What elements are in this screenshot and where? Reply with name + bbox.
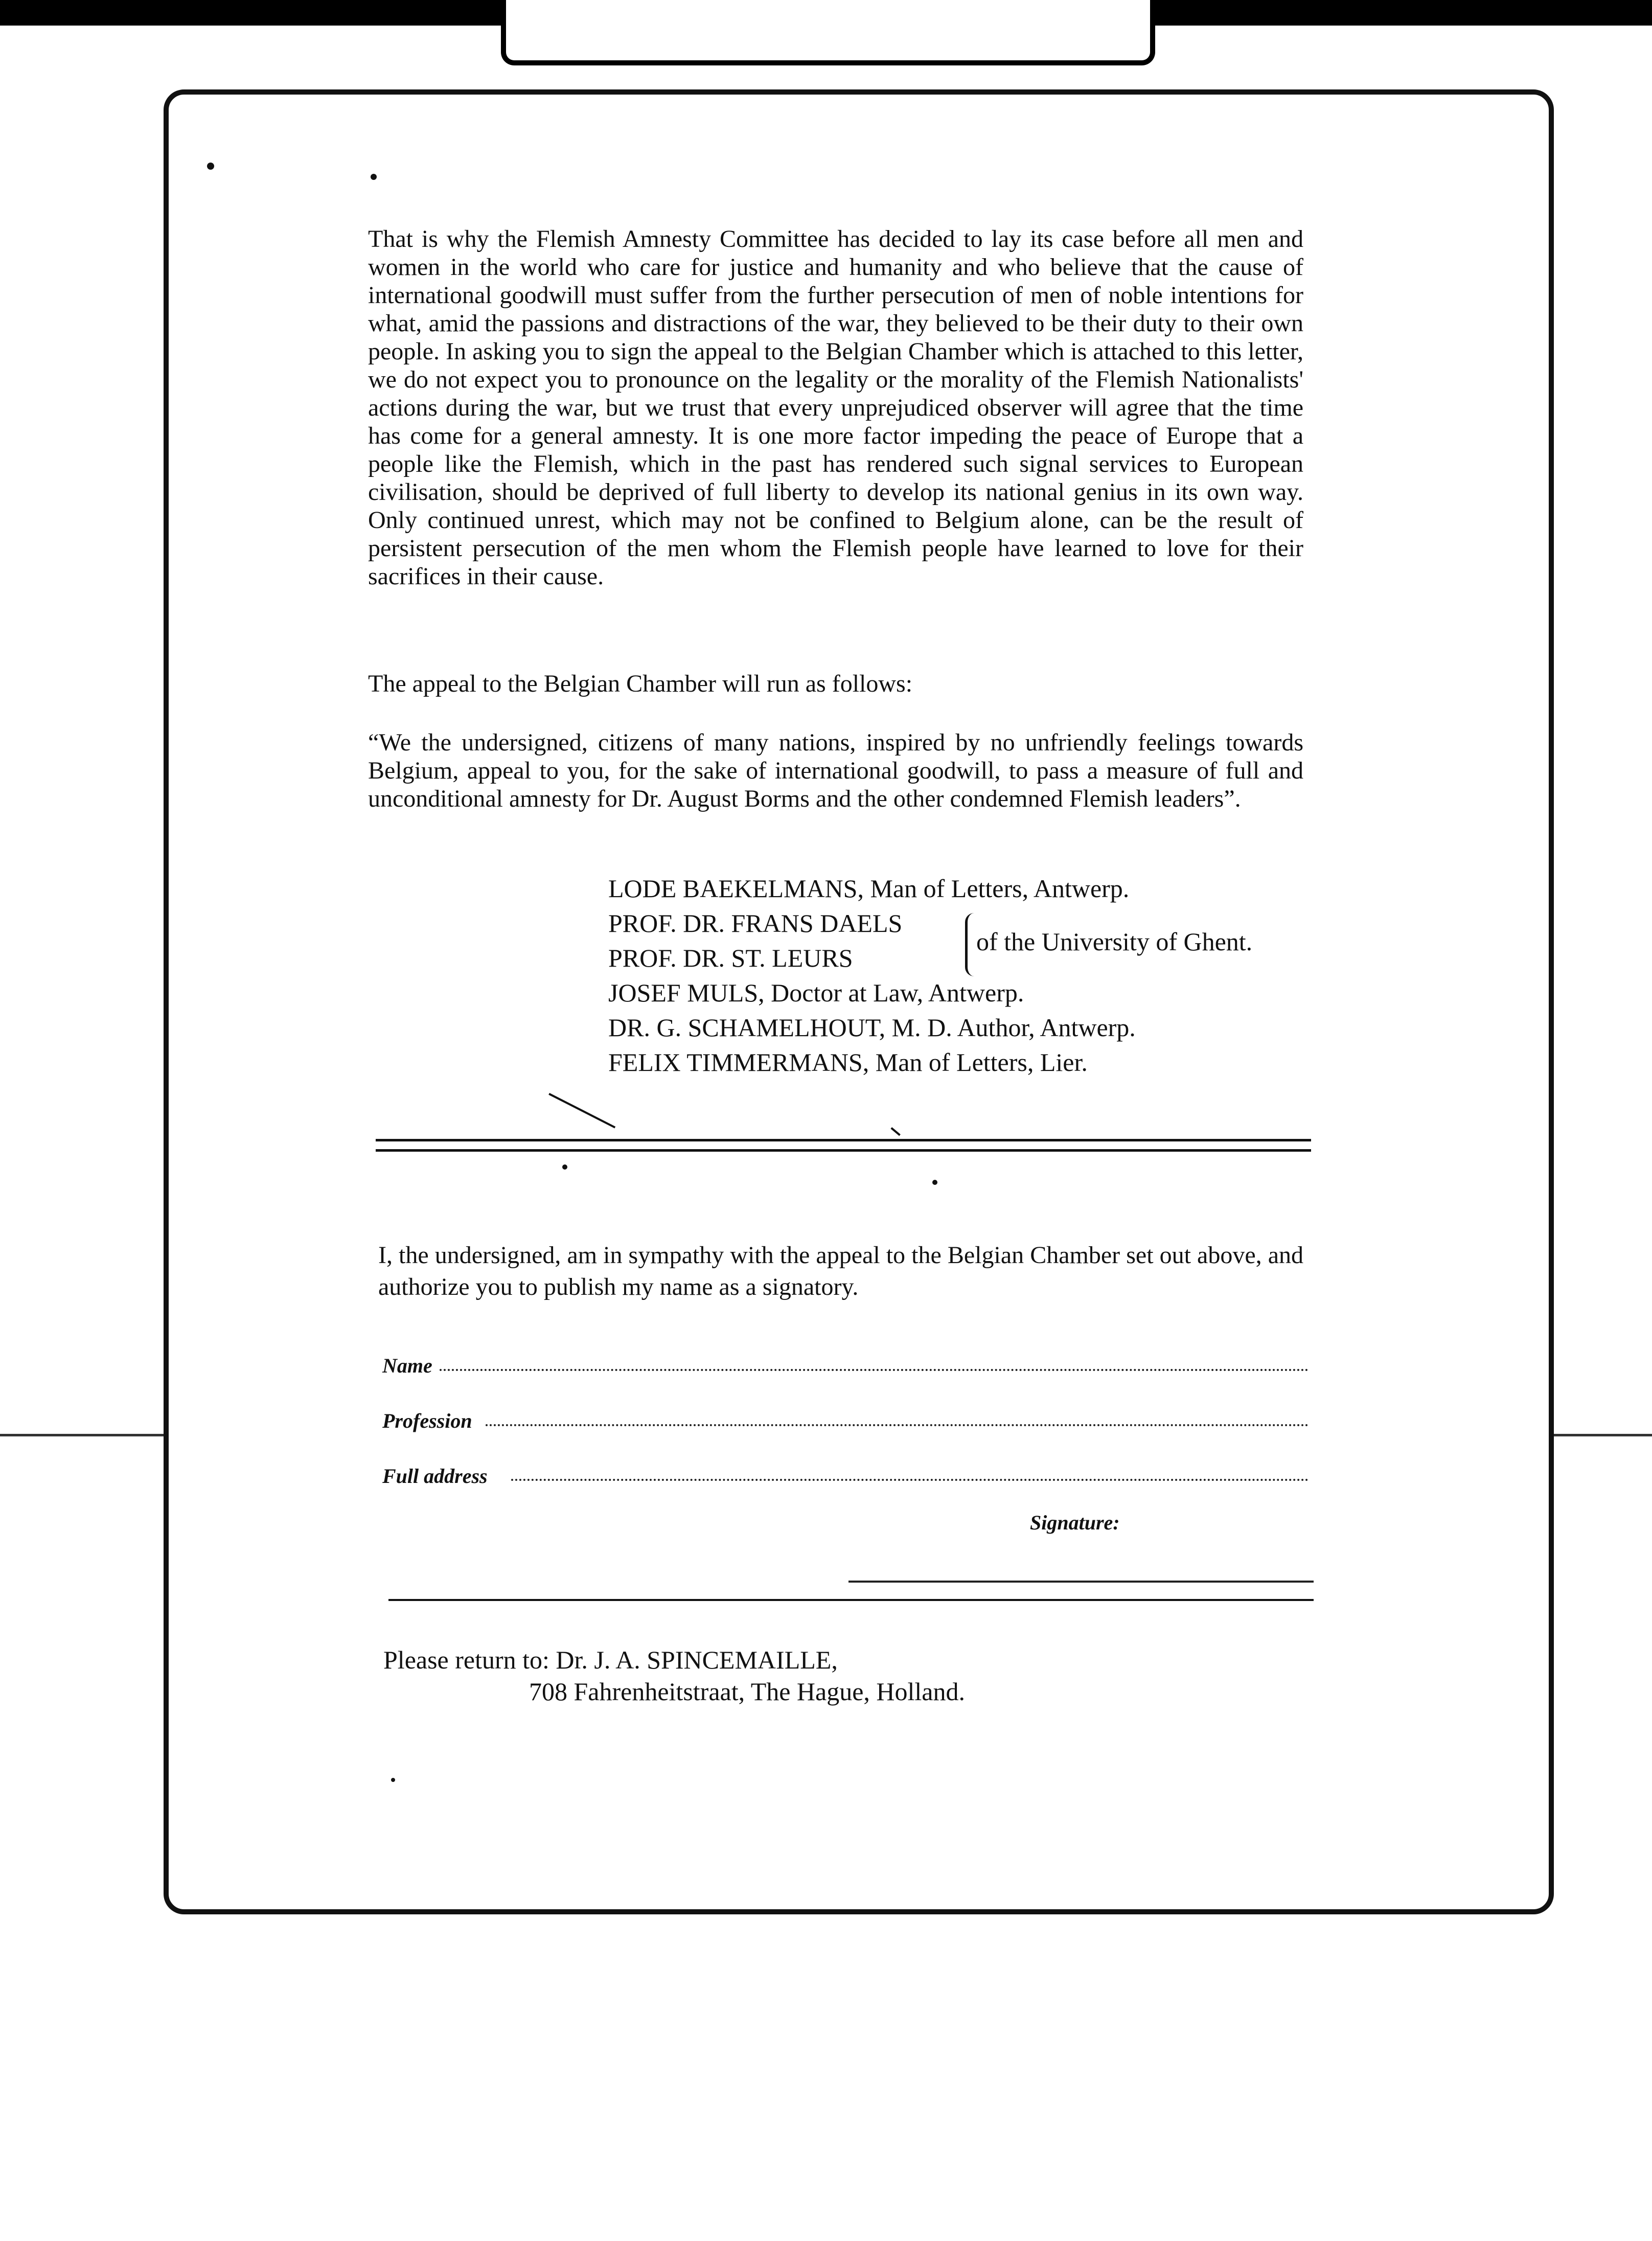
separator-line [376, 1149, 1311, 1152]
profession-label: Profession [382, 1409, 472, 1432]
scan-speck [207, 163, 214, 170]
declaration: I, the undersigned, am in sympathy with the appeal to the Belgian Chamber set out above, and authorize you to publish my name as a signatory. [378, 1242, 1303, 1300]
brace [965, 913, 975, 976]
folder-tab [501, 0, 1155, 65]
address-label: Full address [382, 1465, 488, 1488]
fold-mark-left [0, 1434, 164, 1436]
profession-field[interactable] [486, 1424, 1309, 1426]
scan-speck [562, 1164, 567, 1170]
separator-line [376, 1139, 1311, 1141]
address-field[interactable] [511, 1479, 1309, 1481]
signatory: FELIX TIMMERMANS, Man of Letters, Lier. [608, 1048, 1088, 1077]
letter-body: That is why the Flemish Amnesty Committee has decided to lay its case before all men and women in the world who care for justice and humanity and who believe that the cause of international goodwill must suffer from the further persecution of men of noble intentions for what, amid the passions and distractions of the war, they believed to be their duty to their own people. In asking you to sign the appeal to the Belgian Chamber which is attached to this letter, we do not expect you to pronounce on the legality or the morality of the Flemish Nationalists' actions during the war, but we trust that every unprejudiced observer will agree that the time has come for a general amnesty. It is one more factor impeding the peace of Europe that a people like the Flemish, which in the past has rendered such signal services to European civilisation, should be deprived of full liberty to develop its national genius in its own way. Only continued unrest, which may not be confined to Belgium alone, can be the result of persistent persecution of the men whom the Flemish people have learned to love for their sacrifices in their cause. [368, 225, 1303, 590]
name-label: Name [382, 1354, 432, 1377]
return-address-line2: 708 Fahrenheitstraat, The Hague, Holland. [529, 1677, 966, 1706]
signature-line[interactable] [848, 1581, 1314, 1583]
signatory: PROF. DR. FRANS DAELS [608, 909, 903, 937]
signatory: PROF. DR. ST. LEURS [608, 944, 853, 972]
return-address-line1: Please return to: Dr. J. A. SPINCEMAILLE, [383, 1645, 838, 1674]
scan-speck [391, 1778, 395, 1782]
signatory: DR. G. SCHAMELHOUT, M. D. Author, Antwerp. [608, 1013, 1136, 1042]
appeal-text: “We the undersigned, citizens of many nations, inspired by no unfriendly feelings towards Belgium, appeal to you, for the sake of international goodwill, to pass a measure of full and unconditional amnesty for Dr. August Borms and the other condemned Flemish leaders”. [368, 729, 1303, 812]
appeal-intro: The appeal to the Belgian Chamber will run as follows: [368, 670, 913, 697]
signatory: LODE BAEKELMANS, Man of Letters, Antwerp. [608, 874, 1130, 903]
name-field[interactable] [440, 1369, 1309, 1371]
signatory: JOSEF MULS, Doctor at Law, Antwerp. [608, 978, 1024, 1007]
scan-speck [371, 174, 377, 180]
scan-speck [932, 1180, 937, 1185]
fold-mark-right [1554, 1434, 1652, 1436]
separator-line [388, 1599, 1314, 1601]
signature-label: Signature: [1030, 1511, 1120, 1534]
university-note: of the University of Ghent. [976, 927, 1253, 956]
